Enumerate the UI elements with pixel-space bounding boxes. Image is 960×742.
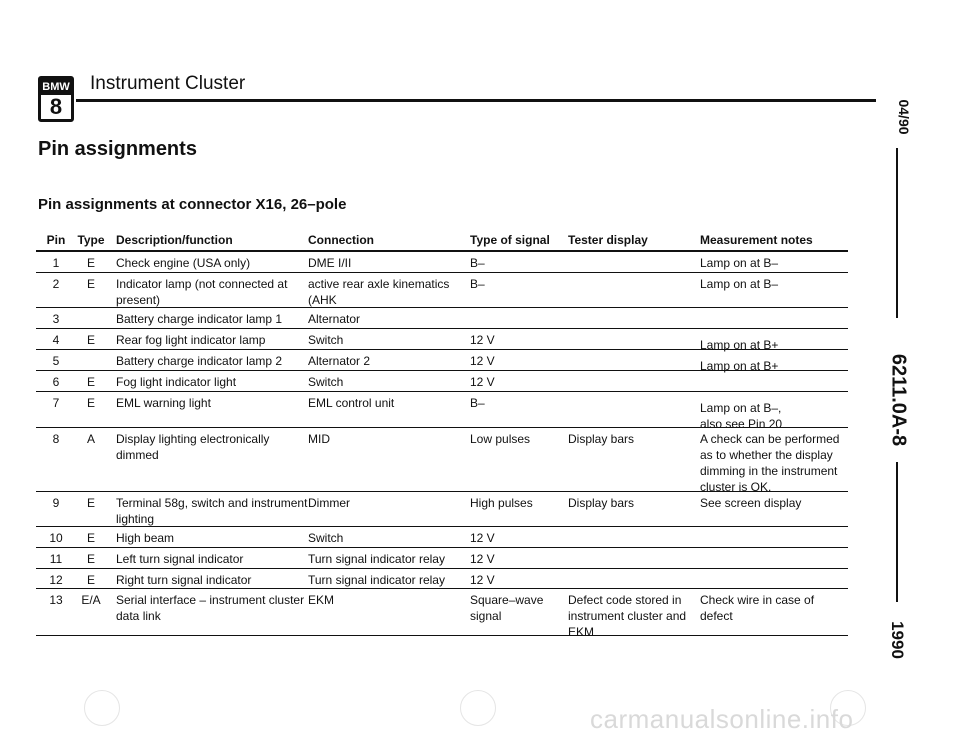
cell-line: See screen display — [700, 496, 802, 510]
cell-line: Alternator — [308, 312, 361, 326]
cell-line: 5 — [52, 354, 60, 368]
cell-line: 12 V — [470, 333, 495, 347]
cell-line: Dimmer — [308, 496, 350, 510]
cell-type — [76, 495, 106, 511]
cell-line: Defect code stored in — [568, 593, 682, 607]
cell-description — [116, 276, 311, 308]
cell-line: E — [86, 333, 95, 347]
cell-signal — [470, 374, 565, 390]
cell-line: Right turn signal indicator — [116, 573, 252, 587]
header-connection: Connection — [308, 233, 374, 247]
cell-pin — [36, 276, 76, 292]
cell-line: DME I/II — [308, 256, 352, 270]
cell-line: 7 — [52, 396, 60, 410]
cell-signal — [470, 495, 565, 511]
cell-line: lighting — [116, 512, 155, 526]
table-row — [36, 568, 848, 588]
cell-line: Rear fog light indicator lamp — [116, 333, 266, 347]
cell-type — [76, 276, 106, 292]
cell-line: Display bars — [568, 496, 635, 510]
cell-line: Check engine (USA only) — [116, 256, 251, 270]
cell-line: E — [86, 552, 95, 566]
cell-line: EKM — [568, 625, 595, 639]
cell-line: present) — [116, 293, 161, 307]
cell-line: Battery charge indicator lamp 2 — [116, 354, 283, 368]
cell-connection — [308, 353, 468, 369]
table-row — [36, 427, 848, 494]
cell-connection — [308, 395, 468, 411]
cell-pin — [36, 332, 76, 348]
cell-connection — [308, 255, 468, 271]
table-row — [36, 588, 848, 639]
cell-line: Lamp on at B+ — [700, 359, 779, 373]
cell-line: instrument cluster and — [568, 609, 687, 623]
bmw-logo — [38, 76, 74, 122]
header-description: Description/function — [116, 233, 233, 247]
cell-connection — [308, 592, 468, 608]
cell-line: A check can be performed — [700, 432, 840, 446]
cell-line: Indicator lamp (not connected at — [116, 277, 288, 291]
cell-connection — [308, 495, 468, 511]
side-doc-text: 6211.0A-8 — [887, 353, 910, 447]
cell-pin — [36, 395, 76, 411]
cell-line: also see Pin 20 — [700, 417, 783, 431]
cell-connection — [308, 374, 468, 390]
cell-line: Lamp on at B– — [700, 277, 779, 291]
side-year — [872, 610, 922, 670]
cell-type — [76, 551, 106, 567]
table-row — [36, 272, 848, 307]
cell-line: E — [86, 573, 95, 587]
side-date — [879, 92, 929, 142]
cell-pin — [36, 255, 76, 271]
cell-line: 8 — [52, 432, 60, 446]
cell-line: Lamp on at B–, — [700, 401, 782, 415]
cell-line: Display bars — [568, 432, 635, 446]
table-row — [36, 349, 848, 373]
table-row — [36, 391, 848, 431]
table-header — [36, 230, 848, 250]
cell-description — [116, 530, 311, 546]
cell-line: 12 V — [470, 375, 495, 389]
cell-description — [116, 374, 311, 390]
cell-signal — [470, 530, 565, 546]
table-row — [36, 370, 848, 391]
cell-line: EML warning light — [116, 396, 211, 410]
cell-pin — [36, 311, 76, 327]
cell-description — [116, 551, 311, 567]
side-divider — [896, 148, 898, 318]
cell-type — [76, 332, 106, 348]
cell-connection — [308, 332, 468, 348]
cell-line: (AHK — [308, 293, 337, 307]
cell-pin — [36, 353, 76, 369]
cell-description — [116, 592, 311, 624]
cell-line: 6 — [52, 375, 60, 389]
cell-pin — [36, 572, 76, 588]
cell-measurement — [700, 276, 850, 292]
cell-line: MID — [308, 432, 330, 446]
cell-line: as to whether the display — [700, 448, 833, 462]
cell-description — [116, 353, 311, 369]
cell-type — [76, 431, 106, 447]
cell-measurement — [700, 495, 850, 511]
cell-line: Switch — [308, 375, 344, 389]
table-row — [36, 328, 848, 352]
cell-connection — [308, 572, 468, 588]
cell-line: 12 V — [470, 531, 495, 545]
cell-line: dimmed — [116, 448, 159, 462]
cell-line: E/A — [81, 593, 101, 607]
cell-line: Lamp on at B+ — [700, 338, 779, 352]
page-title: Pin assignments — [38, 138, 197, 160]
cell-pin — [36, 374, 76, 390]
cell-line: dimming in the instrument — [700, 464, 838, 478]
cell-line: Switch — [308, 333, 344, 347]
cell-line: E — [86, 496, 95, 510]
cell-line: Left turn signal indicator — [116, 552, 244, 566]
side-doc-number — [868, 340, 928, 460]
cell-tester — [568, 592, 698, 640]
cell-line: Low pulses — [470, 432, 531, 446]
cell-line: 13 — [49, 593, 63, 607]
cell-connection — [308, 551, 468, 567]
cell-line: cluster is OK. — [700, 480, 772, 494]
cell-signal — [470, 592, 565, 624]
punch-hole — [84, 690, 120, 726]
cell-line: Terminal 58g, switch and instrument — [116, 496, 308, 510]
cell-line: 2 — [52, 277, 60, 291]
cell-line: Display lighting electronically — [116, 432, 270, 446]
cell-signal — [470, 431, 565, 447]
table-row — [36, 526, 848, 547]
cell-type — [76, 395, 106, 411]
cell-pin — [36, 431, 76, 447]
cell-line: Square–wave — [470, 593, 544, 607]
cell-line: 3 — [52, 312, 60, 326]
cell-type — [76, 572, 106, 588]
cell-line: 10 — [49, 531, 63, 545]
cell-measurement — [700, 431, 850, 495]
cell-line: Battery charge indicator lamp 1 — [116, 312, 283, 326]
cell-type — [76, 530, 106, 546]
cell-line: 12 — [49, 573, 63, 587]
section-title: Pin assignments at connector X16, 26–pole — [38, 196, 347, 213]
cell-line: Serial interface – instrument cluster — [116, 593, 305, 607]
cell-tester — [568, 431, 698, 447]
cell-line: E — [86, 277, 95, 291]
cell-line: EKM — [308, 593, 335, 607]
cell-line: Lamp on at B– — [700, 256, 779, 270]
cell-line: Check wire in case of — [700, 593, 815, 607]
cell-line: B– — [470, 396, 485, 410]
cell-connection — [308, 311, 468, 327]
cell-signal — [470, 572, 565, 588]
cell-measurement — [700, 255, 850, 271]
punch-hole — [460, 690, 496, 726]
cell-line: data link — [116, 609, 161, 623]
header-signal: Type of signal — [470, 233, 550, 247]
cell-line: Turn signal indicator relay — [308, 552, 445, 566]
cell-line: 12 V — [470, 354, 495, 368]
cell-line: Fog light indicator light — [116, 375, 237, 389]
logo-number: 8 — [49, 94, 63, 119]
cell-line: B– — [470, 277, 485, 291]
cell-line: Alternator 2 — [308, 354, 371, 368]
cell-line: EML control unit — [308, 396, 395, 410]
header-tester: Tester display — [568, 233, 648, 247]
cell-signal — [470, 551, 565, 567]
cell-line: 11 — [49, 552, 63, 566]
cell-line: Switch — [308, 531, 344, 545]
cell-description — [116, 332, 311, 348]
table-row — [36, 491, 848, 526]
side-year-text: 1990 — [888, 621, 907, 659]
cell-pin — [36, 592, 76, 608]
cell-connection — [308, 431, 468, 447]
cell-measurement — [700, 592, 850, 624]
cell-signal — [470, 276, 565, 292]
cell-line: E — [86, 396, 95, 410]
cell-line: B– — [470, 256, 485, 270]
cell-type — [76, 592, 106, 608]
pin-assignment-table — [36, 230, 848, 639]
cell-tester — [568, 495, 698, 511]
cell-signal — [470, 255, 565, 271]
cell-description — [116, 311, 311, 327]
cell-line: Turn signal indicator relay — [308, 573, 445, 587]
cell-line: High pulses — [470, 496, 533, 510]
cell-line: 12 V — [470, 573, 495, 587]
table-row — [36, 250, 848, 272]
cell-line: 4 — [52, 333, 60, 347]
cell-description — [116, 572, 311, 588]
header-rule — [76, 99, 876, 102]
cell-pin — [36, 551, 76, 567]
header-type: Type — [77, 233, 105, 247]
cell-connection — [308, 276, 468, 308]
cell-description — [116, 395, 311, 411]
side-divider — [896, 462, 898, 602]
watermark: carmanualsonline.info — [590, 704, 854, 734]
cell-line: defect — [700, 609, 733, 623]
cell-line: 1 — [52, 256, 60, 270]
header-pin: Pin — [46, 233, 66, 247]
cell-description — [116, 495, 311, 527]
cell-pin — [36, 495, 76, 511]
cell-line: signal — [470, 609, 502, 623]
cell-line: E — [86, 375, 95, 389]
table-row — [36, 307, 848, 328]
cell-connection — [308, 530, 468, 546]
logo-brand: BMW — [42, 81, 70, 93]
side-date-text: 04/90 — [896, 99, 912, 135]
cell-line: High beam — [116, 531, 175, 545]
cell-line: active rear axle kinematics — [308, 277, 450, 291]
cell-line: 12 V — [470, 552, 495, 566]
header-measurement: Measurement notes — [700, 233, 813, 247]
cell-line: A — [86, 432, 95, 446]
cell-pin — [36, 530, 76, 546]
cell-line: E — [86, 531, 95, 545]
cell-description — [116, 431, 311, 463]
cell-line: E — [86, 256, 95, 270]
cell-signal — [470, 353, 565, 369]
cell-signal — [470, 395, 565, 411]
cell-signal — [470, 332, 565, 348]
header-title: Instrument Cluster — [90, 73, 246, 94]
cell-line: 9 — [52, 496, 60, 510]
table-row — [36, 547, 848, 568]
cell-type — [76, 255, 106, 271]
cell-description — [116, 255, 311, 271]
cell-type — [76, 374, 106, 390]
table-bottom-rule — [36, 635, 848, 636]
